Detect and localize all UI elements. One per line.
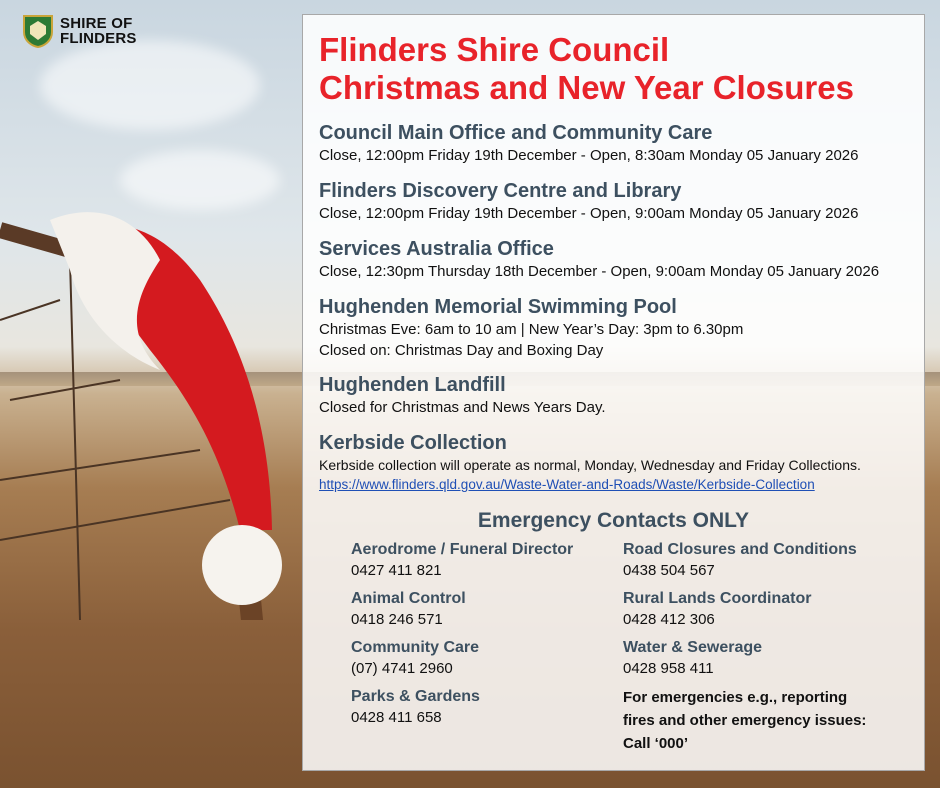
santa-hat-illustration <box>0 200 300 620</box>
section-heading: Hughenden Landfill <box>319 374 506 396</box>
contact-name: Road Closures and Conditions <box>623 541 857 558</box>
section-text: Close, 12:00pm Friday 19th December - Open, 9:00am Monday 05 January 2026 <box>319 205 859 222</box>
title-line1: Flinders Shire Council <box>319 31 670 68</box>
contact-number: (07) 4741 2960 <box>351 660 453 677</box>
section-text: Christmas Eve: 6am to 10 am | New Year’s Day: 3pm to 6.30pm <box>319 321 744 338</box>
logo-line1: SHIRE OF <box>60 15 133 32</box>
contact-item <box>351 637 621 679</box>
contact-number: 0428 958 411 <box>623 660 714 677</box>
section-heading: Council Main Office and Community Care <box>319 122 713 144</box>
contact-number: 0438 504 567 <box>623 562 715 579</box>
section-text: Kerbside collection will operate as normal, Monday, Wednesday and Friday Collections. <box>319 457 861 473</box>
contact-name: Animal Control <box>351 590 466 607</box>
emergency-note-line: For emergencies e.g., reporting <box>623 689 848 706</box>
section-heading: Hughenden Memorial Swimming Pool <box>319 296 677 318</box>
hat-pompom <box>202 525 282 605</box>
emergency-note <box>623 686 903 755</box>
contact-item <box>623 539 893 581</box>
title-line2: Christmas and New Year Closures <box>319 69 854 106</box>
emergency-note-line: fires and other emergency issues: <box>623 712 867 729</box>
closures-panel <box>302 14 925 771</box>
section-text: Closed on: Christmas Day and Boxing Day <box>319 342 604 359</box>
contact-item <box>623 588 893 630</box>
section-discovery-centre <box>319 179 858 224</box>
emergency-contacts-left <box>351 539 621 735</box>
emergency-heading: Emergency Contacts ONLY <box>477 509 750 532</box>
contact-item <box>351 686 621 728</box>
section-swimming-pool <box>319 295 743 361</box>
logo-text <box>60 16 137 46</box>
shield-icon <box>22 14 54 48</box>
section-council-office <box>319 121 858 166</box>
emergency-contacts-right <box>623 539 893 755</box>
shire-logo <box>22 14 137 48</box>
section-text: Closed for Christmas and News Years Day. <box>319 399 606 416</box>
section-heading: Kerbside Collection <box>319 432 507 454</box>
emergency-note-line: Call ‘000’ <box>623 735 689 752</box>
contact-name: Community Care <box>351 639 480 656</box>
contact-item <box>351 588 621 630</box>
cloud <box>40 40 260 130</box>
section-heading: Flinders Discovery Centre and Library <box>319 180 682 202</box>
contact-number: 0428 411 658 <box>351 709 442 726</box>
contact-name: Aerodrome / Funeral Director <box>351 541 574 558</box>
section-text: Close, 12:30pm Thursday 18th December - Open, 9:00am Monday 05 January 2026 <box>319 263 880 280</box>
contact-item <box>351 539 621 581</box>
section-services-australia <box>319 237 879 282</box>
section-landfill <box>319 373 606 418</box>
contact-number: 0427 411 821 <box>351 562 442 579</box>
section-heading: Services Australia Office <box>319 238 554 260</box>
contact-name: Parks & Gardens <box>351 688 480 705</box>
contact-number: 0428 412 306 <box>623 611 715 628</box>
section-text: Close, 12:00pm Friday 19th December - Open, 8:30am Monday 05 January 2026 <box>319 147 859 164</box>
logo-line2: FLINDERS <box>60 30 137 47</box>
section-kerbside <box>319 431 861 494</box>
contact-item <box>623 637 893 679</box>
kerbside-link[interactable]: https://www.flinders.qld.gov.au/Waste-Water-and-Roads/Waste/Kerbside-Collection <box>319 477 815 492</box>
contact-name: Rural Lands Coordinator <box>623 590 812 607</box>
page-title <box>319 31 854 107</box>
contact-name: Water & Sewerage <box>623 639 763 656</box>
contact-number: 0418 246 571 <box>351 611 443 628</box>
